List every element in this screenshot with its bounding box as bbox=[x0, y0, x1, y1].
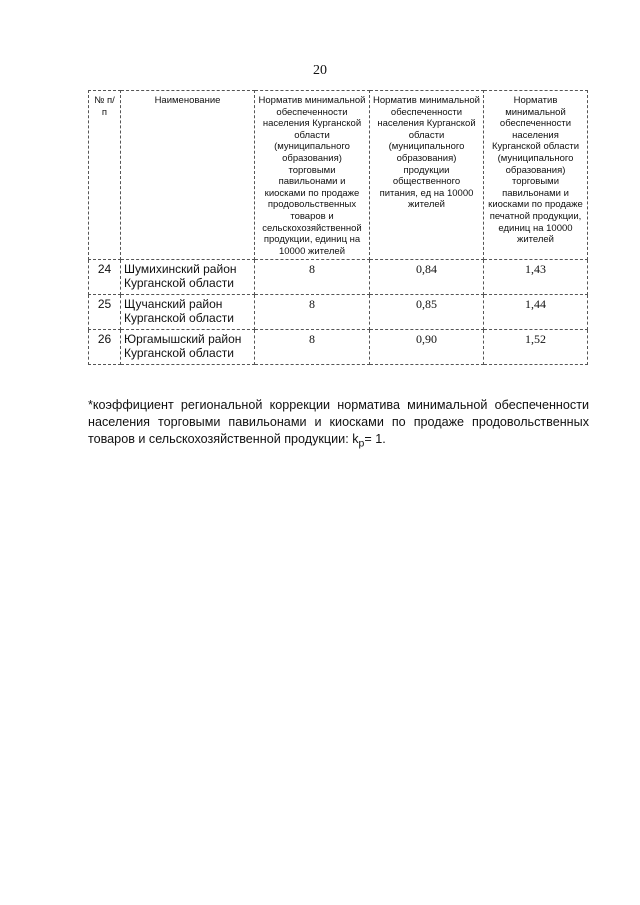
norms-table bbox=[88, 90, 588, 365]
footnote-text: коэффициент региональной коррекции норматива минимальной обеспеченности населения торговыми павильонами и киосками по продаже продовольственных товаров и сельскохозяйственной продукции: k bbox=[88, 398, 589, 446]
row-food-value: 8 bbox=[255, 330, 370, 365]
row-catering-value: 0,84 bbox=[370, 260, 484, 295]
row-name: Шумихинский район Курганской области bbox=[121, 260, 255, 295]
footnote bbox=[88, 397, 589, 453]
row-food-value: 8 bbox=[255, 295, 370, 330]
footnote-marker: * bbox=[88, 398, 93, 412]
footnote-suffix: = 1. bbox=[364, 432, 386, 446]
row-name: Юргамышский район Курганской области bbox=[121, 330, 255, 365]
row-number: 26 bbox=[89, 330, 121, 365]
header-food-norm: Норматив минимальной обеспеченности населения Курганской области (муниципального образования) торговыми павильонами и киосками по продаже продовольственных товаров и сельскохозяйственной продукции, единиц на 10000 жителей bbox=[255, 91, 370, 260]
row-print-value: 1,52 bbox=[484, 330, 588, 365]
row-catering-value: 0,90 bbox=[370, 330, 484, 365]
row-print-value: 1,43 bbox=[484, 260, 588, 295]
header-catering-norm: Норматив минимальной обеспеченности населения Курганской области (муниципального образования) продукции общественного питания, ед на 10000 жителей bbox=[370, 91, 484, 260]
row-food-value: 8 bbox=[255, 260, 370, 295]
page-number: 20 bbox=[313, 63, 327, 78]
row-catering-value: 0,85 bbox=[370, 295, 484, 330]
header-name: Наименование bbox=[121, 91, 255, 260]
row-print-value: 1,44 bbox=[484, 295, 588, 330]
table-row bbox=[89, 260, 588, 295]
header-print-norm: Норматив минимальной обеспеченности населения Курганской области (муниципального образования) торговыми павильонами и киосками по продаже печатной продукции, единиц на 10000 жителей bbox=[484, 91, 588, 260]
header-number: № п/п bbox=[89, 91, 121, 260]
table-row bbox=[89, 330, 588, 365]
table-header-row bbox=[89, 91, 588, 260]
table-row bbox=[89, 295, 588, 330]
row-number: 25 bbox=[89, 295, 121, 330]
footnote-subscript: р bbox=[358, 437, 365, 450]
row-name: Щучанский район Курганской области bbox=[121, 295, 255, 330]
row-number: 24 bbox=[89, 260, 121, 295]
